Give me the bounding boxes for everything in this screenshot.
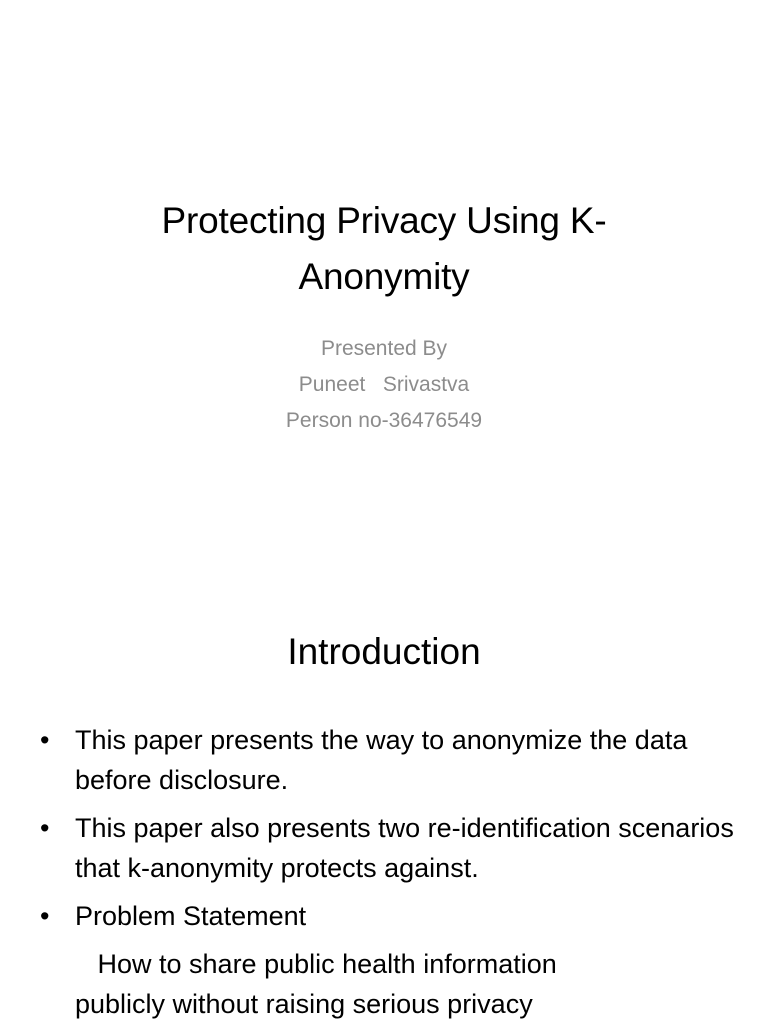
presenter-label: Presented By xyxy=(320,337,448,360)
bullet-item xyxy=(40,720,740,800)
title-line-1: Protecting Privacy Using K- xyxy=(161,200,607,241)
problem-line-1: How to share public health information xyxy=(75,949,557,979)
problem-line-2: publicly without raising serious privacy xyxy=(75,989,533,1019)
introduction-slide xyxy=(0,576,768,1024)
bullet-item xyxy=(40,896,740,936)
bullet-text: This paper presents the way to anonymize the data before disclosure. xyxy=(75,725,688,795)
slide-title xyxy=(64,193,704,305)
title-line-2: Anonymity xyxy=(298,256,470,297)
bullet-item xyxy=(40,808,740,888)
presenter-name: Puneet Srivastva xyxy=(298,373,470,396)
person-number: Person no-36476549 xyxy=(285,409,483,432)
bullet-icon: • xyxy=(40,813,50,843)
slide-heading: Introduction xyxy=(287,631,481,672)
bullet-text: Problem Statement xyxy=(75,901,307,931)
bullet-icon: • xyxy=(40,725,50,755)
slide-subtitle xyxy=(120,331,648,439)
bullet-text: This paper also presents two re-identification scenarios that k-anonymity protects against. xyxy=(75,813,734,883)
bullet-list xyxy=(40,720,740,944)
problem-statement-text xyxy=(75,944,735,1024)
bullet-icon: • xyxy=(40,901,50,931)
